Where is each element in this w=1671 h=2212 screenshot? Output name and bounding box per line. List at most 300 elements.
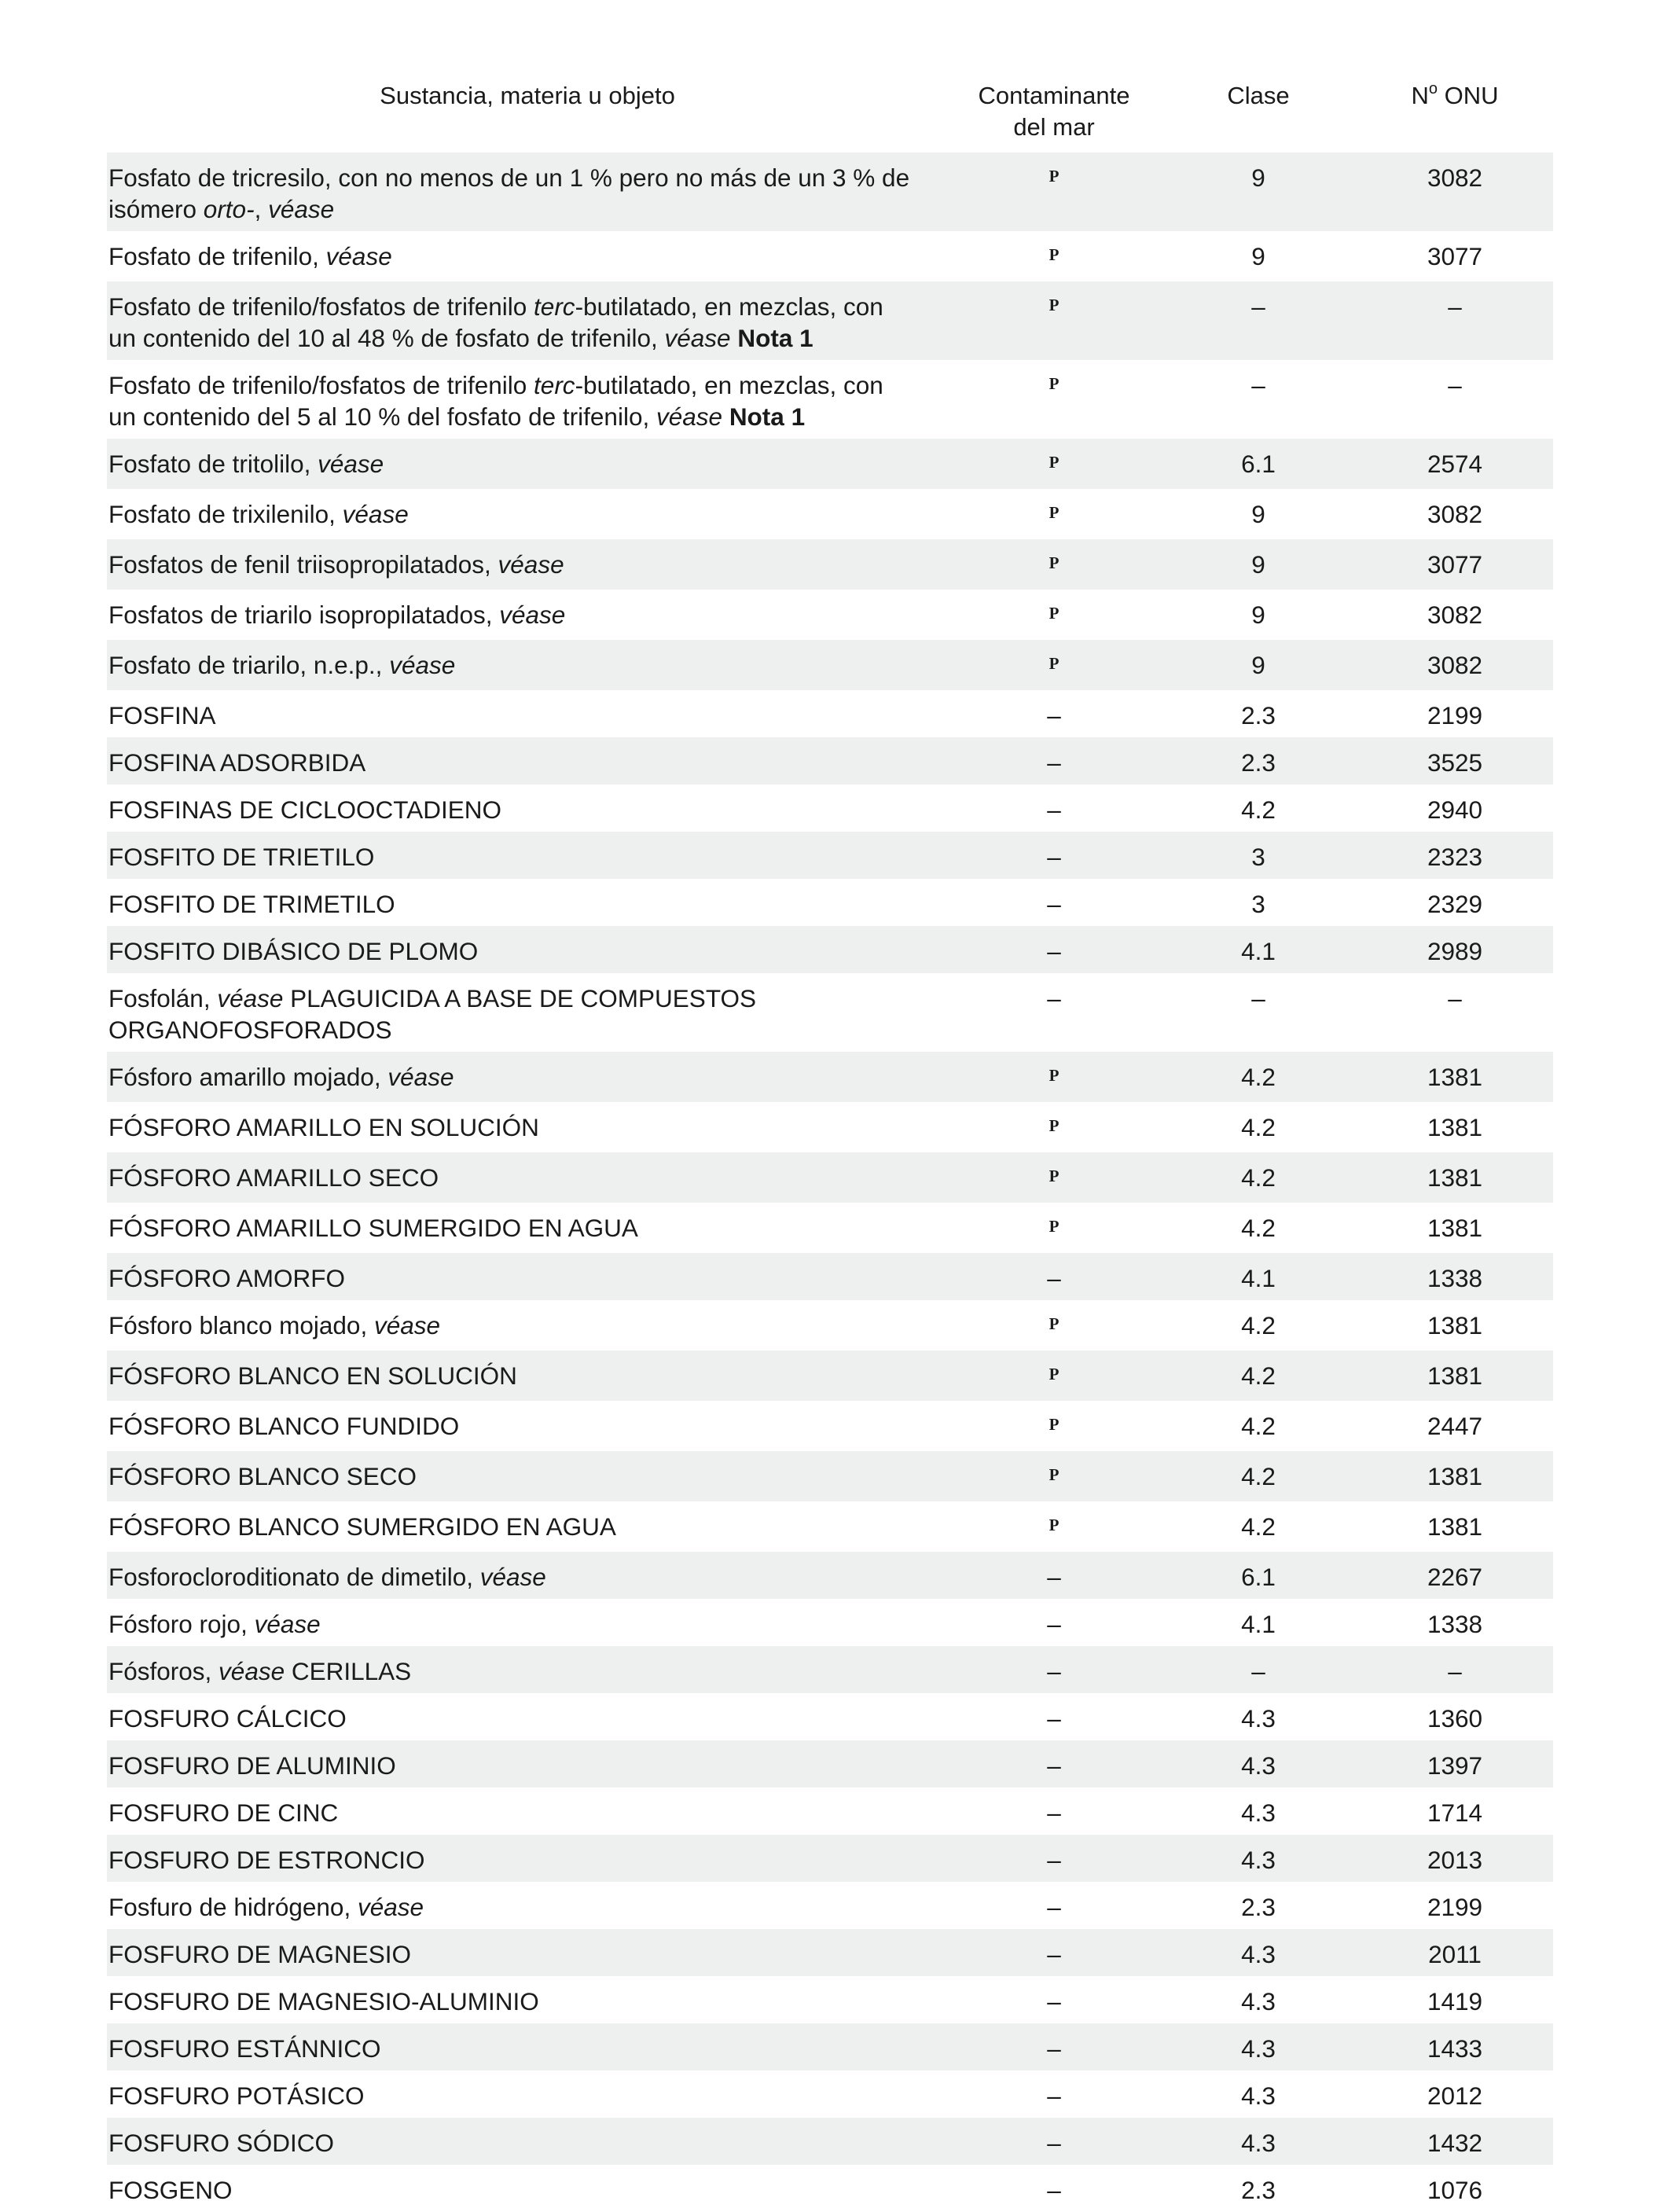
cell-sustancia-text: véase [373,1311,441,1339]
cell-sustancia-text: Fosfato de tricresilo, con no menos de un 1 % pero no más de un 3 % de isómero [108,164,910,223]
cell-onu: 2267 [1357,1552,1553,1599]
cell-onu: 1360 [1427,1704,1483,1732]
table-row [107,1599,1553,1646]
cell-sustancia-text: Fosfolán, [108,984,218,1012]
cell-sustancia-text: , [373,1063,388,1091]
cell-sustancia-text: , [485,601,500,629]
cell-clase: 3 [1251,890,1265,918]
cell-contaminante-text: – [1047,890,1061,918]
cell-sustancia [107,1693,948,1740]
cell-onu: 2940 [1427,796,1483,824]
cell-contaminante [948,1882,1160,1929]
cell-sustancia-text: FOSFURO POTÁSICO [108,2082,365,2110]
table-row [107,1501,1553,1552]
cell-onu: 1381 [1427,1113,1483,1141]
cell-contaminante-text: – [1047,1987,1061,2015]
cell-contaminante [948,360,1160,439]
table-row [107,973,1553,1052]
cell-sustancia [107,1253,948,1300]
cell-clase: 4.2 [1160,1451,1357,1501]
cell-contaminante-text: – [1047,1846,1061,1874]
cell-onu: 3082 [1357,640,1553,690]
cell-sustancia [107,1788,948,1835]
table-row [107,1350,1553,1401]
cell-onu: 1714 [1427,1799,1483,1827]
cell-contaminante [948,152,1160,231]
cell-sustancia-text: FÓSFORO BLANCO SECO [108,1462,417,1490]
table-row [107,1693,1553,1740]
cell-sustancia-text: FOSFITO DE TRIMETILO [108,890,395,918]
cell-onu: 2199 [1427,1893,1483,1921]
table-row [107,1740,1553,1788]
marine-pollutant-mark: P [1049,245,1060,264]
cell-sustancia [107,737,948,784]
cell-contaminante-text: – [1047,1751,1061,1780]
cell-onu: 1381 [1427,1214,1483,1242]
cell-clase: 4.1 [1160,1253,1357,1300]
cell-contaminante-text: – [1047,796,1061,824]
cell-sustancia-text: orto- [203,195,255,223]
cell-sustancia-text: FÓSFORO AMARILLO EN SOLUCIÓN [108,1113,539,1141]
cell-clase: 9 [1251,500,1265,528]
cell-contaminante-text: – [1047,1610,1061,1638]
cell-sustancia [107,690,948,737]
cell-sustancia-text: véase [389,651,456,679]
table-row [107,1552,1553,1599]
marine-pollutant-mark: P [1049,553,1060,572]
cell-clase: 4.2 [1241,1214,1276,1242]
marine-pollutant-mark: P [1049,453,1060,472]
cell-onu: 1397 [1357,1740,1553,1788]
cell-contaminante [948,1501,1160,1552]
cell-contaminante [948,640,1160,690]
cell-contaminante [948,737,1160,784]
cell-sustancia-text: FOSFINAS DE CICLOOCTADIENO [108,796,501,824]
cell-onu: – [1357,1646,1553,1693]
cell-sustancia-text: Fósforo rojo [108,1610,241,1638]
dangerous-goods-index-table-container [107,79,1553,2212]
cell-clase: 4.3 [1241,2082,1276,2110]
cell-clase: – [1251,984,1265,1012]
cell-contaminante-text: – [1047,1893,1061,1921]
cell-clase: 4.2 [1241,1412,1276,1440]
cell-sustancia-text: , [303,450,318,478]
cell-sustancia-text: PLAGUICIDA A BASE DE COMPUESTOS ORGANOFOSFORADOS [108,984,756,1044]
cell-onu: – [1357,281,1553,360]
cell-clase: 4.2 [1241,796,1276,824]
cell-onu: 1338 [1357,1253,1553,1300]
cell-contaminante-text: – [1047,1563,1061,1591]
cell-contaminante-text: – [1047,937,1061,965]
cell-sustancia-text: véase [656,402,723,431]
cell-clase: 2.3 [1241,701,1276,729]
cell-clase: 4.3 [1160,1835,1357,1882]
cell-clase: 9 [1251,242,1265,270]
cell-clase: 9 [1160,640,1357,690]
cell-sustancia [107,640,948,690]
cell-sustancia [107,1203,948,1253]
cell-sustancia-text: Fósforo blanco mojado [108,1311,361,1339]
cell-clase: 6.1 [1160,1552,1357,1599]
cell-sustancia [107,784,948,832]
header-row [107,79,1553,152]
cell-onu: 3525 [1357,737,1553,784]
cell-sustancia-text: terc [534,371,575,399]
cell-sustancia [107,1976,948,2023]
cell-sustancia-text: , [466,1563,480,1591]
cell-sustancia-text: FOSFURO CÁLCICO [108,1704,347,1732]
cell-sustancia [107,973,948,1052]
cell-sustancia-text: FÓSFORO BLANCO SUMERGIDO EN AGUA [108,1512,616,1541]
table-row [107,1300,1553,1350]
cell-sustancia-text: véase [357,1893,424,1921]
cell-sustancia-text: FÓSFORO AMORFO [108,1264,346,1292]
cell-contaminante [948,1976,1160,2023]
table-row [107,590,1553,640]
cell-onu: 2447 [1427,1412,1483,1440]
cell-sustancia-text: Fosforocloroditionato de dimetilo [108,1563,467,1591]
cell-contaminante [948,1300,1160,1350]
table-row [107,231,1553,281]
cell-sustancia-text: véase [498,550,564,579]
cell-contaminante [948,1451,1160,1501]
cell-sustancia-text: FOSFINA ADSORBIDA [108,748,366,777]
cell-clase: – [1160,1646,1357,1693]
cell-sustancia-text: FÓSFORO BLANCO FUNDIDO [108,1412,460,1440]
marine-pollutant-mark: P [1049,1066,1060,1085]
marine-pollutant-mark: P [1049,1167,1060,1185]
table-row [107,1976,1553,2023]
header-onu-sup: o [1428,79,1438,97]
header-sustancia: Sustancia, materia u objeto [380,82,675,109]
cell-sustancia-text: FOSFURO DE CINC [108,1799,339,1827]
cell-sustancia-text: véase [499,601,566,629]
cell-sustancia-text: FOSFURO DE ESTRONCIO [108,1846,425,1874]
cell-sustancia-text: Fósforos, [108,1657,219,1685]
cell-sustancia-text: , [360,1311,374,1339]
cell-sustancia-text: Fosfato de trixilenilo [108,500,329,528]
cell-contaminante-text: – [1047,2082,1061,2110]
marine-pollutant-mark: P [1049,1116,1060,1135]
cell-onu: 2013 [1357,1835,1553,1882]
marine-pollutant-mark: P [1049,296,1060,314]
cell-sustancia-text: FOSFURO SÓDICO [108,2129,335,2157]
cell-sustancia-text: FOSFURO DE MAGNESIO [108,1940,412,1968]
cell-sustancia-text: FOSFURO ESTÁNNICO [108,2034,381,2063]
cell-onu: 1381 [1357,1152,1553,1203]
cell-onu: 2199 [1427,701,1483,729]
cell-contaminante [948,1401,1160,1451]
cell-clase: – [1251,371,1265,399]
cell-contaminante [948,489,1160,539]
cell-sustancia [107,2118,948,2165]
cell-clase: 4.3 [1241,1799,1276,1827]
cell-sustancia-text: Fósforo amarillo mojado [108,1063,374,1091]
cell-onu: 3082 [1427,500,1483,528]
cell-clase: – [1160,281,1357,360]
table-row [107,1882,1553,1929]
cell-contaminante [948,973,1160,1052]
table-row [107,1451,1553,1501]
cell-onu: 3077 [1427,242,1483,270]
marine-pollutant-mark: P [1049,1516,1060,1534]
cell-sustancia [107,152,948,231]
cell-contaminante-text: – [1047,1657,1061,1685]
cell-clase: 4.2 [1241,1311,1276,1339]
cell-sustancia [107,1501,948,1552]
cell-clase: 2.3 [1241,2176,1276,2204]
table-row [107,2165,1553,2212]
dangerous-goods-index-table [107,79,1553,2212]
cell-sustancia [107,1152,948,1203]
table-row [107,640,1553,690]
header-onu-suffix: ONU [1438,82,1499,109]
cell-sustancia [107,1740,948,1788]
cell-sustancia-text: FOSFURO DE MAGNESIO-ALUMINIO [108,1987,539,2015]
cell-onu: 1433 [1357,2023,1553,2071]
cell-sustancia [107,1599,948,1646]
cell-sustancia-text: -butilatado, en mezclas, con un contenido del 5 al 10 % del fosfato de trifenilo [108,371,883,431]
cell-sustancia-text: véase [254,1610,321,1638]
cell-contaminante-text: – [1047,2034,1061,2063]
cell-clase: 4.3 [1160,1740,1357,1788]
cell-sustancia-text: FOSFITO DIBÁSICO DE PLOMO [108,937,479,965]
table-row [107,1646,1553,1693]
cell-contaminante-text: – [1047,1704,1061,1732]
cell-sustancia [107,281,948,360]
cell-sustancia-text: véase [325,242,392,270]
cell-sustancia-text: FÓSFORO AMARILLO SECO [108,1163,439,1192]
header-contaminante [948,79,1160,152]
cell-sustancia-text: , [254,195,269,223]
cell-sustancia [107,1882,948,1929]
cell-onu: 1076 [1427,2176,1483,2204]
cell-sustancia-text: FOSFINA [108,701,216,729]
table-row [107,152,1553,231]
cell-contaminante [948,281,1160,360]
cell-sustancia-text: Fosfato de triarilo, n.e.p. [108,651,376,679]
cell-sustancia [107,1350,948,1401]
cell-sustancia-text: , [375,651,390,679]
table-header [107,79,1553,152]
cell-contaminante [948,231,1160,281]
cell-sustancia [107,1646,948,1693]
cell-sustancia [107,1401,948,1451]
cell-onu: 1432 [1357,2118,1553,2165]
table-row [107,784,1553,832]
cell-sustancia [107,2165,948,2212]
cell-contaminante [948,539,1160,590]
cell-sustancia-text: Fosfato de trifenilo/fosfatos de trifenilo [108,292,534,321]
cell-sustancia-text: Nota 1 [737,324,813,352]
cell-onu: 1381 [1427,1311,1483,1339]
cell-contaminante-text: – [1047,843,1061,871]
cell-sustancia-text: , [241,1610,255,1638]
cell-sustancia [107,231,948,281]
cell-contaminante [948,1929,1160,1976]
cell-sustancia [107,879,948,926]
cell-clase: 4.3 [1241,1987,1276,2015]
cell-contaminante [948,1203,1160,1253]
table-row [107,1102,1553,1152]
cell-onu: – [1448,984,1462,1012]
cell-clase: 9 [1160,152,1357,231]
cell-sustancia-text [722,402,729,431]
cell-sustancia-text: terc [534,292,575,321]
cell-onu: 1338 [1427,1610,1483,1638]
table-row [107,879,1553,926]
cell-contaminante [948,926,1160,973]
cell-sustancia-text: FOSGENO [108,2176,233,2204]
cell-onu: 2989 [1357,926,1553,973]
cell-sustancia [107,1552,948,1599]
cell-sustancia [107,2071,948,2118]
cell-clase: 4.3 [1160,1929,1357,1976]
cell-sustancia-text: FÓSFORO BLANCO EN SOLUCIÓN [108,1361,517,1390]
cell-contaminante-text: – [1047,1940,1061,1968]
cell-contaminante [948,1052,1160,1102]
cell-contaminante [948,2118,1160,2165]
cell-onu: 1381 [1357,1451,1553,1501]
cell-clase: 3 [1160,832,1357,879]
cell-contaminante-text: – [1047,984,1061,1012]
cell-sustancia-text: -butilatado, en mezclas, con un contenido del 10 al 48 % de fosfato de trifenilo [108,292,883,352]
marine-pollutant-mark: P [1049,1415,1060,1434]
marine-pollutant-mark: P [1049,1314,1060,1333]
cell-sustancia-text: FÓSFORO AMARILLO SUMERGIDO EN AGUA [108,1214,638,1242]
table-row [107,1788,1553,1835]
table-body [107,152,1553,2212]
cell-clase: 9 [1251,601,1265,629]
cell-sustancia [107,832,948,879]
cell-onu: 2329 [1427,890,1483,918]
marine-pollutant-mark: P [1049,604,1060,623]
cell-sustancia [107,1451,948,1501]
cell-clase: 4.2 [1160,1350,1357,1401]
cell-sustancia [107,1300,948,1350]
table-row [107,1253,1553,1300]
cell-sustancia [107,360,948,439]
cell-sustancia-text: véase [342,500,409,528]
cell-sustancia-text: véase [219,1657,285,1685]
cell-contaminante [948,1350,1160,1401]
cell-sustancia [107,489,948,539]
cell-contaminante [948,2071,1160,2118]
cell-sustancia-text: Fosfato de trifenilo [108,242,313,270]
cell-contaminante [948,1599,1160,1646]
cell-sustancia [107,1102,948,1152]
cell-sustancia-text: Fosfato de trifenilo/fosfatos de trifenilo [108,371,534,399]
table-row [107,1203,1553,1253]
cell-clase: 4.2 [1241,1113,1276,1141]
cell-sustancia-text: véase [479,1563,546,1591]
cell-clase: 4.1 [1160,926,1357,973]
cell-contaminante-text: – [1047,701,1061,729]
cell-contaminante [948,2023,1160,2071]
table-row [107,832,1553,879]
cell-onu: 1381 [1427,1512,1483,1541]
cell-clase: 4.2 [1241,1512,1276,1541]
cell-contaminante [948,690,1160,737]
cell-clase: 4.2 [1160,1152,1357,1203]
cell-clase: 2.3 [1160,737,1357,784]
cell-sustancia-text: , [484,550,498,579]
cell-sustancia-text: véase [318,450,384,478]
cell-sustancia-text: véase [268,195,335,223]
cell-sustancia [107,2023,948,2071]
cell-clase: 4.2 [1160,1052,1357,1102]
cell-sustancia [107,1052,948,1102]
cell-contaminante [948,1102,1160,1152]
cell-sustancia [107,439,948,489]
cell-onu: 3082 [1427,601,1483,629]
table-row [107,1835,1553,1882]
marine-pollutant-mark: P [1049,374,1060,393]
table-row [107,1401,1553,1451]
cell-contaminante-text: – [1047,2176,1061,2204]
cell-contaminante-text: – [1047,748,1061,777]
marine-pollutant-mark: P [1049,1465,1060,1484]
cell-contaminante [948,1835,1160,1882]
table-row [107,690,1553,737]
cell-contaminante [948,1646,1160,1693]
cell-contaminante [948,1552,1160,1599]
table-row [107,1929,1553,1976]
table-row [107,439,1553,489]
cell-onu: 2011 [1357,1929,1553,1976]
cell-contaminante-text: – [1047,1264,1061,1292]
cell-sustancia-text: , [651,324,665,352]
table-row [107,281,1553,360]
cell-onu: 2574 [1357,439,1553,489]
table-row [107,489,1553,539]
cell-sustancia-text: véase [664,324,731,352]
table-row [107,2071,1553,2118]
cell-clase: 4.3 [1241,1704,1276,1732]
table-row [107,2023,1553,2071]
cell-contaminante [948,1788,1160,1835]
header-contaminante-line2: del mar [1013,113,1095,141]
cell-clase: 4.3 [1160,2023,1357,2071]
table-row [107,926,1553,973]
cell-contaminante-text: – [1047,1799,1061,1827]
cell-onu: 1419 [1427,1987,1483,2015]
cell-clase: 2.3 [1241,1893,1276,1921]
table-row [107,360,1553,439]
cell-sustancia-text: véase [387,1063,454,1091]
header-contaminante-line1: Contaminante [978,82,1130,109]
header-clase: Clase [1227,82,1290,109]
cell-onu: 1381 [1357,1350,1553,1401]
cell-sustancia [107,1835,948,1882]
cell-sustancia-text: , [329,500,343,528]
cell-contaminante [948,2165,1160,2212]
cell-sustancia-text: Fosfatos de fenil triisopropilatados [108,550,485,579]
cell-contaminante [948,439,1160,489]
cell-sustancia-text: Fosfato de tritolilo [108,450,304,478]
cell-sustancia-text: , [642,402,656,431]
header-onu-prefix: N [1411,82,1429,109]
marine-pollutant-mark: P [1049,167,1060,186]
cell-contaminante [948,832,1160,879]
cell-sustancia-text: , [312,242,326,270]
cell-sustancia [107,926,948,973]
cell-sustancia [107,539,948,590]
marine-pollutant-mark: P [1049,1365,1060,1383]
cell-onu: 2012 [1427,2082,1483,2110]
cell-onu: – [1448,371,1462,399]
marine-pollutant-mark: P [1049,503,1060,522]
